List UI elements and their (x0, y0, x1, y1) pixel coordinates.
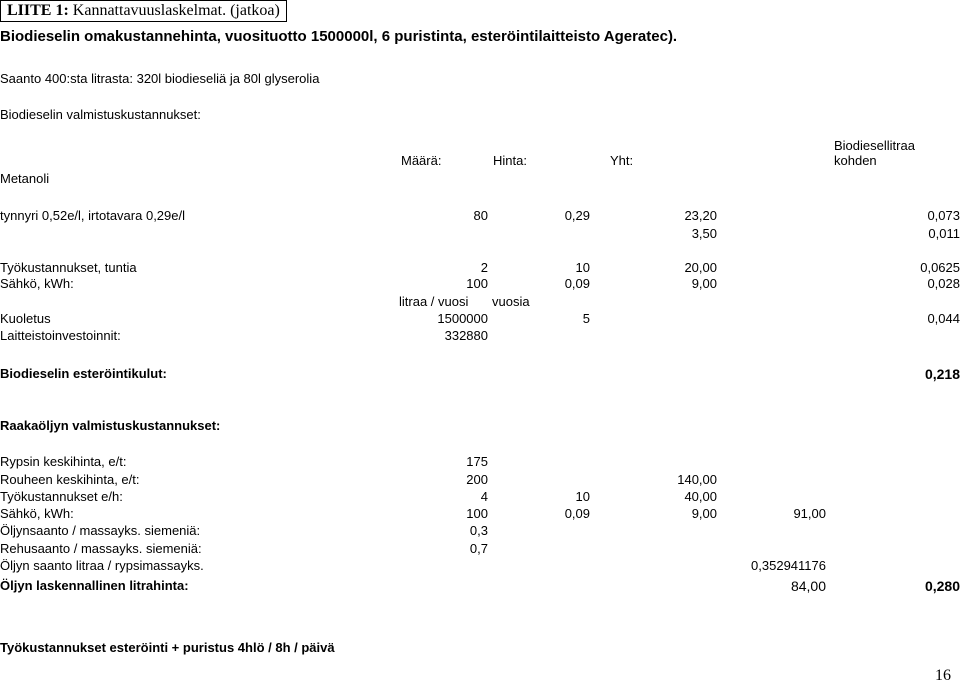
meal-maara: 200 (466, 472, 488, 487)
labor-maara: 2 (480, 260, 488, 275)
oil-price-value: 84,00 (790, 578, 826, 594)
methanol-extra-yht: 3,50 (691, 226, 717, 241)
raw-electricity-yht: 9,00 (691, 506, 717, 521)
electricity-maara: 100 (466, 276, 488, 291)
raw-cost-sum: 91,00 (793, 506, 826, 521)
equipment-maara: 332880 (444, 328, 488, 343)
depreciation-per-liter: 0,044 (927, 311, 960, 326)
electricity-hinta: 0,09 (564, 276, 590, 291)
col-header-per-liter-2: kohden (834, 153, 877, 168)
oil-liters-value: 0,352941176 (751, 558, 826, 573)
appendix-label: LIITE 1: (7, 2, 69, 19)
labor-hinta: 10 (575, 260, 590, 275)
raw-electricity-label: Sähkö, kWh: (0, 506, 74, 521)
labor-label: Työkustannukset, tuntia (0, 260, 137, 275)
page-title: Biodieselin omakustannehinta, vuosituotto 1500000l, 6 puristinta, esteröintilaitteisto Ageratec). (0, 28, 678, 45)
methanol-extra-per-liter: 0,011 (928, 226, 960, 241)
methanol-hinta: 0,29 (564, 208, 590, 223)
esterification-total-label: Biodieselin esteröintikulut: (0, 366, 167, 381)
raw-labor-yht: 40,00 (684, 489, 717, 504)
col-header-per-liter-1: Biodiesellitraa (834, 138, 915, 153)
methanol-per-liter: 0,073 (927, 208, 960, 223)
col-header-yht: Yht: (610, 153, 634, 168)
electricity-label: Sähkö, kWh: (0, 276, 74, 291)
depreciation-hinta: 5 (582, 311, 590, 326)
col-header-hinta: Hinta: (493, 153, 527, 168)
raw-labor-hinta: 10 (575, 489, 590, 504)
rapeseed-label: Rypsin keskihinta, e/t: (0, 454, 127, 469)
units-liters-per-year: litraa / vuosi (399, 294, 469, 309)
section1-title: Biodieselin valmistuskustannukset: (0, 107, 201, 122)
rapeseed-maara: 175 (466, 454, 488, 469)
meal-yield-value: 0,7 (469, 541, 488, 556)
labor-per-liter: 0,0625 (920, 260, 960, 275)
page-number: 16 (935, 667, 951, 684)
oil-yield-value: 0,3 (469, 523, 488, 538)
footer-heading: Työkustannukset esteröinti + puristus 4hlö / 8h / päivä (0, 640, 335, 655)
section2-title: Raakaöljyn valmistuskustannukset: (0, 418, 221, 433)
raw-labor-maara: 4 (480, 489, 488, 504)
depreciation-label: Kuoletus (0, 311, 51, 326)
oil-yield-label: Öljynsaanto / massayks. siemeniä: (0, 523, 201, 538)
oil-liters-label: Öljyn saanto litraa / rypsimassayks. (0, 558, 204, 573)
electricity-yht: 9,00 (691, 276, 717, 291)
col-header-maara: Määrä: (401, 153, 442, 168)
row-label-metanoli: Metanoli (0, 171, 50, 186)
units-years: vuosia (492, 294, 530, 309)
equipment-label: Laitteistoinvestoinnit: (0, 328, 121, 343)
oil-price-per-liter: 0,280 (924, 578, 960, 594)
electricity-per-liter: 0,028 (927, 276, 960, 291)
appendix-header (0, 0, 287, 22)
depreciation-maara: 1500000 (437, 311, 488, 326)
meal-yht: 140,00 (677, 472, 717, 487)
raw-electricity-hinta: 0,09 (564, 506, 590, 521)
methanol-label: tynnyri 0,52e/l, irtotavara 0,29e/l (0, 208, 185, 223)
labor-yht: 20,00 (684, 260, 717, 275)
methanol-maara: 80 (473, 208, 488, 223)
oil-price-label: Öljyn laskennallinen litrahinta: (0, 578, 189, 593)
raw-labor-label: Työkustannukset e/h: (0, 489, 123, 504)
meal-label: Rouheen keskihinta, e/t: (0, 472, 140, 487)
raw-electricity-maara: 100 (466, 506, 488, 521)
esterification-total-value: 0,218 (924, 366, 960, 382)
methanol-yht: 23,20 (684, 208, 717, 223)
appendix-title: Kannattavuuslaskelmat. (jatkoa) (72, 2, 280, 19)
yield-note: Saanto 400:sta litrasta: 320l biodieseliä ja 80l glyserolia (0, 71, 320, 86)
meal-yield-label: Rehusaanto / massayks. siemeniä: (0, 541, 202, 556)
